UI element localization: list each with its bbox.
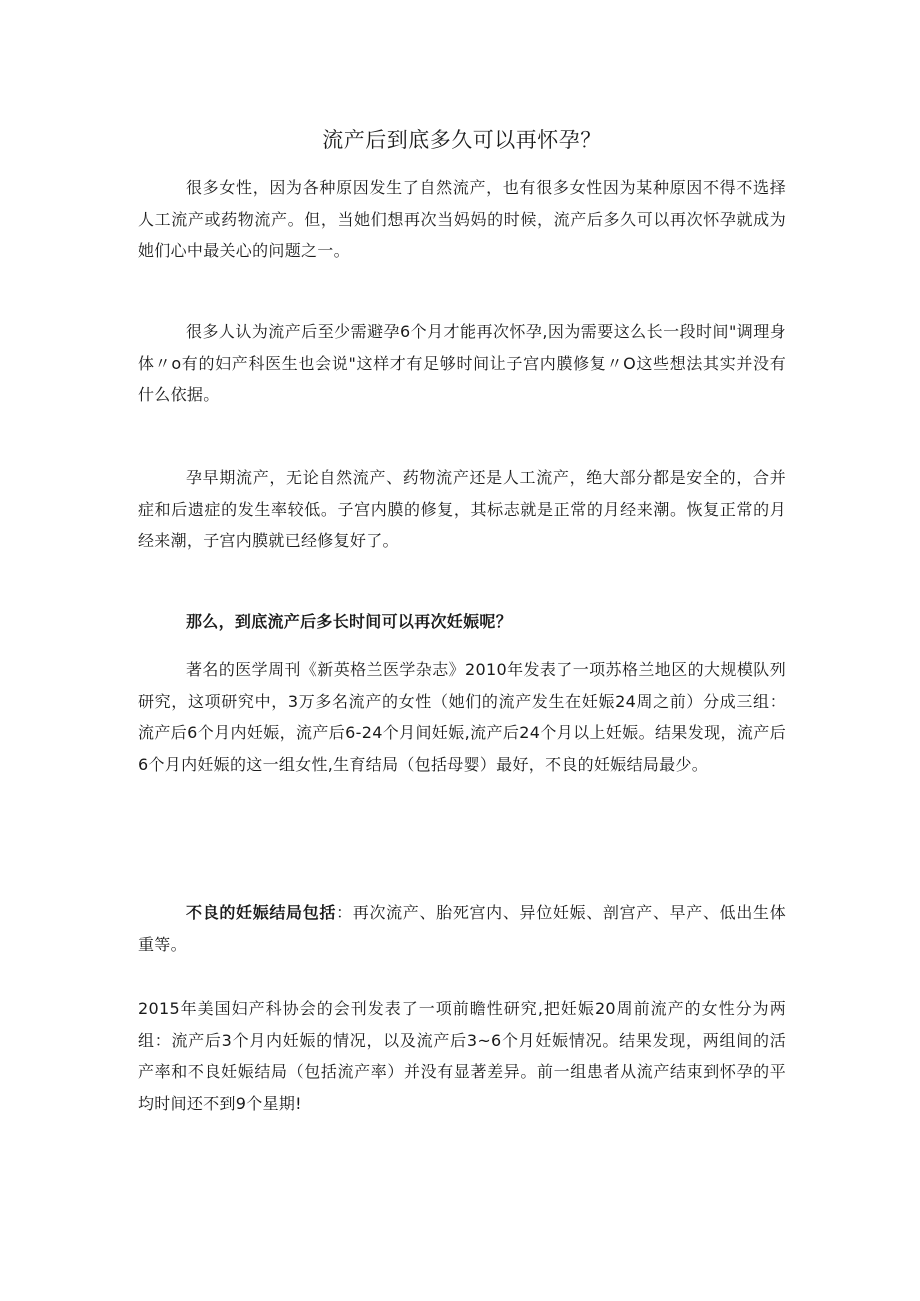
adverse-outcomes-lead: 不良的妊娠结局包括 [186, 903, 337, 922]
paragraph-nejm-study: 著名的医学周刊《新英格兰医学杂志》2010年发表了一项苏格兰地区的大规模队列研究，这项研究中，3万多名流产的女性（她们的流产发生在妊娠24周之前）分成三组：流产后6个月内妊娠，流产后6-24个月间妊娠,流产后24个月以上妊娠。结果发现，流产后6个月内妊娠的这一组女性,生育结局（包括母婴）最好，不良的妊娠结局最少。 [138, 660, 786, 774]
paragraph-acog-study: 2015年美国妇产科协会的会刊发表了一项前瞻性研究,把妊娠20周前流产的女性分为两组：流产后3个月内妊娠的情况，以及流产后3~6个月妊娠情况。结果发现，两组间的活产率和不良妊娠结局（包括流产率）并没有显著差异。前一组患者从流产结束到怀孕的平均时间还不到9个星期! [138, 999, 786, 1113]
paragraph-intro: 很多女性，因为各种原因发生了自然流产，也有很多女性因为某种原因不得不选择人工流产或药物流产。但，当她们想再次当妈妈的时候，流产后多久可以再次怀孕就成为她们心中最关心的问题之一。 [138, 178, 786, 260]
document-title: 流产后到底多久可以再怀孕？ [322, 128, 602, 152]
section-question-heading: 那么，到底流产后多长时间可以再次妊娠呢？ [186, 612, 513, 631]
paragraph-early-miscarriage: 孕早期流产，无论自然流产、药物流产还是人工流产，绝大部分都是安全的，合并症和后遗症的发生率较低。子宫内膜的修复，其标志就是正常的月经来潮。恢复正常的月经来潮，子宫内膜就已经修复好了。 [138, 468, 786, 550]
paragraph-adverse-outcomes [138, 897, 786, 960]
paragraph-common-belief: 很多人认为流产后至少需避孕6个月才能再次怀孕,因为需要这么长一段时间"调理身体〃o有的妇产科医生也会说"这样才有足够时间让子宫内膜修复〃O这些想法其实并没有什么依据。 [138, 322, 786, 404]
adverse-outcomes-list: ：再次流产、胎死宫内、异位妊娠、剖宫产、早产、低出生体重等。 [138, 903, 786, 954]
